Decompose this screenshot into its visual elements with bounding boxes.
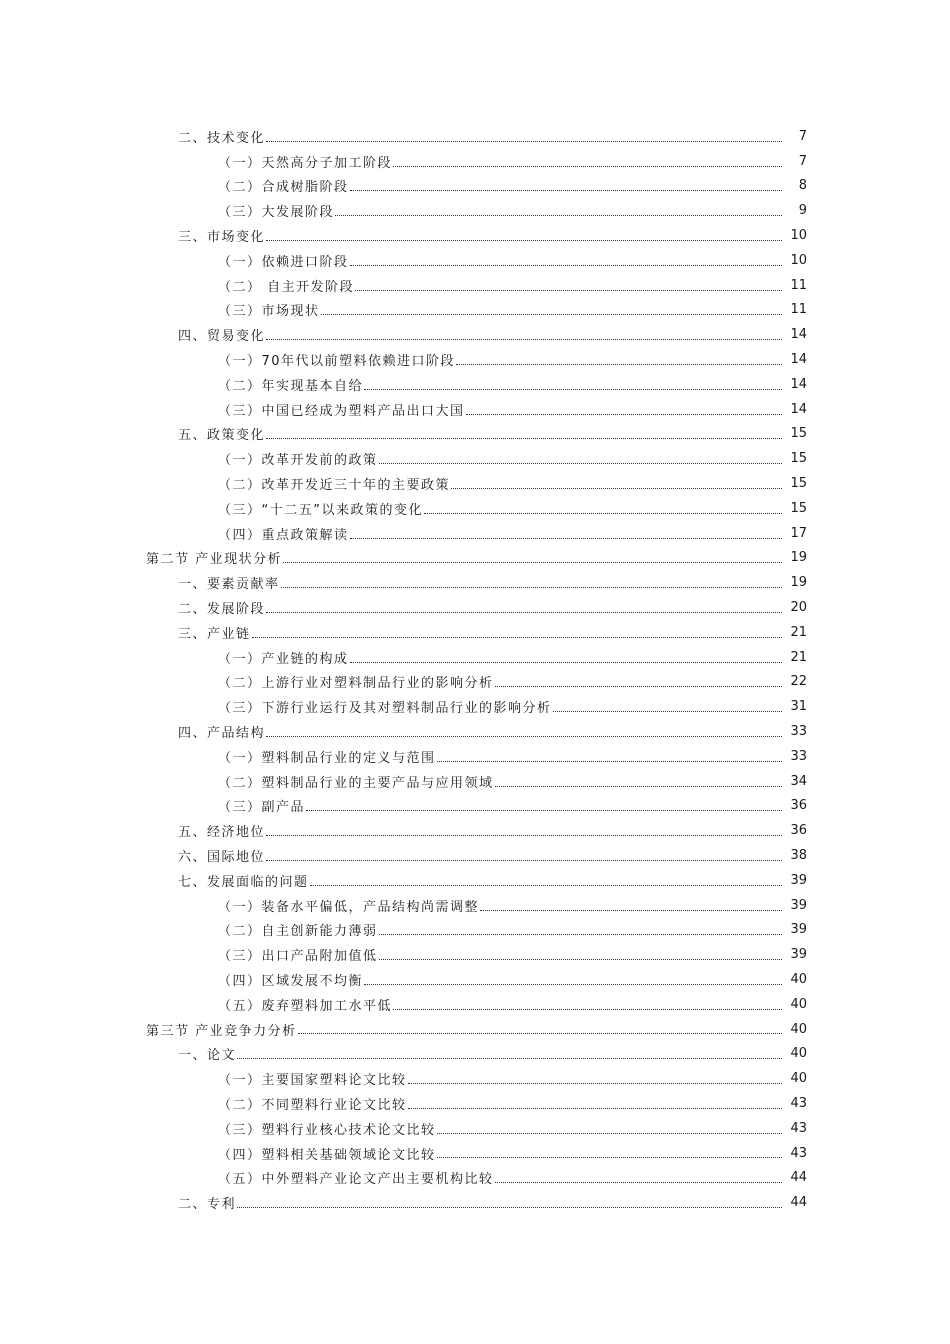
toc-dot-leader [252,636,782,638]
toc-entry-title: 五、经济地位 [178,825,266,841]
toc-entry-title: 二、发展阶段 [178,602,266,618]
toc-page-number: 20 [790,600,807,616]
toc-entry[interactable] [0,149,950,174]
toc-entry-title: 四、产品结构 [178,726,266,742]
toc-page-number: 15 [790,476,807,492]
toc-page-number: 34 [790,773,807,789]
toc-page-number: 33 [790,724,807,740]
toc-dot-leader [379,958,782,960]
toc-entry-title: （二） 自主开发阶段 [218,279,355,295]
toc-entry[interactable] [0,719,950,744]
toc-page-number: 40 [790,996,807,1012]
toc-entry[interactable] [0,868,950,893]
toc-dot-leader [393,1008,782,1010]
toc-entry-title: （四）塑料相关基础领域论文比较 [218,1147,436,1163]
toc-dot-leader [379,462,782,464]
toc-entry[interactable] [0,1116,950,1141]
toc-dot-leader [437,1132,782,1134]
toc-page-number: 21 [790,649,807,665]
toc-dot-leader [237,1206,782,1208]
toc-page-number: 43 [790,1120,807,1136]
toc-page-number: 36 [790,798,807,814]
toc-page-number: 39 [790,947,807,963]
toc-entry[interactable] [0,248,950,273]
toc-entry-title: （三）副产品 [218,800,306,816]
toc-entry[interactable] [0,198,950,223]
toc-entry-title: 一、论文 [178,1048,237,1064]
toc-entry-title: （一）改革开发前的政策 [218,453,378,469]
toc-page-number: 43 [790,1145,807,1161]
toc-dot-leader [408,1107,782,1109]
toc-page-number: 44 [790,1170,807,1186]
toc-entry[interactable] [0,1091,950,1116]
toc-page-number: 40 [790,1021,807,1037]
toc-entry-title: （三）下游行业运行及其对塑料制品行业的影响分析 [218,701,552,717]
toc-dot-leader [266,859,782,861]
toc-page-number: 43 [790,1095,807,1111]
toc-entry[interactable] [0,595,950,620]
toc-dot-leader [364,983,782,985]
toc-dot-leader [266,437,782,439]
toc-dot-leader [266,834,782,836]
toc-page-number: 9 [798,203,807,219]
toc-entry-title: （一）装备水平偏低，产品结构尚需调整 [218,899,480,915]
toc-page-number: 15 [790,451,807,467]
toc-entry-title: 五、政策变化 [178,428,266,444]
toc-entry[interactable] [0,422,950,447]
toc-entry-title: （一）依赖进口阶段 [218,254,349,270]
toc-page-number: 11 [790,302,807,318]
toc-entry[interactable] [0,1041,950,1066]
toc-entry-title: （二）改革开发近三十年的主要政策 [218,478,451,494]
toc-entry[interactable] [0,496,950,521]
toc-entry[interactable] [0,769,950,794]
toc-entry-title: 六、国际地位 [178,850,266,865]
toc-dot-leader [553,710,782,712]
toc-page-number: 21 [790,624,807,640]
toc-dot-leader [350,661,782,663]
toc-entry[interactable] [0,1165,950,1190]
toc-dot-leader [283,561,782,563]
toc-dot-leader [266,140,782,142]
toc-dot-leader [237,1057,782,1059]
table-of-contents [0,124,950,1215]
toc-page-number: 14 [790,376,807,392]
toc-dot-leader [281,586,782,588]
toc-entry[interactable] [0,942,950,967]
toc-dot-leader [266,611,782,613]
toc-entry[interactable] [0,347,950,372]
toc-entry-title: （一）70年代以前塑料依赖进口阶段 [218,354,456,370]
toc-page-number: 11 [790,277,807,293]
toc-entry-title: （一）主要国家塑料论文比较 [218,1073,407,1089]
toc-page-number: 15 [790,426,807,442]
toc-entry[interactable] [0,893,950,918]
toc-dot-leader [424,512,782,514]
toc-dot-leader [451,487,782,489]
toc-page-number: 38 [790,848,807,863]
toc-page-number: 17 [790,525,807,541]
toc-dot-leader [437,760,782,762]
toc-page-number: 19 [790,575,807,591]
toc-dot-leader [364,388,782,390]
toc-dot-leader [466,413,782,415]
toc-dot-leader [437,1156,782,1158]
toc-entry-title: （二）合成树脂阶段 [218,180,349,196]
toc-dot-leader [355,289,782,291]
toc-dot-leader [298,1032,782,1034]
toc-entry[interactable] [0,744,950,769]
toc-entry-title: （五）废弃塑料加工水平低 [218,998,393,1014]
toc-entry-title: （一）塑料制品行业的定义与范围 [218,750,436,766]
toc-entry-title: （二）上游行业对塑料制品行业的影响分析 [218,676,494,692]
toc-entry-title: （一）天然高分子加工阶段 [218,155,393,171]
toc-page-number: 31 [790,699,807,715]
toc-entry[interactable] [0,967,950,992]
toc-dot-leader [306,809,782,811]
toc-page-number: 36 [790,823,807,839]
toc-dot-leader [408,1082,782,1084]
toc-entry-title: （三）“十二五”以来政策的变化 [218,502,423,518]
toc-dot-leader [321,313,782,315]
toc-entry[interactable] [0,570,950,595]
toc-page-number: 39 [790,897,807,913]
toc-dot-leader [310,884,782,886]
toc-entry-title: 第二节 产业现状分析 [146,552,283,568]
toc-dot-leader [335,214,782,216]
toc-entry[interactable] [0,372,950,397]
toc-entry-title: （三）出口产品附加值低 [218,949,378,965]
toc-page-number: 40 [790,1071,807,1087]
toc-page-number: 39 [790,872,807,888]
toc-dot-leader [379,933,782,935]
toc-entry-title: 二、技术变化 [178,130,266,146]
toc-entry-title: （二）自主创新能力薄弱 [218,924,378,940]
toc-page-number: 33 [790,748,807,764]
toc-page-number: 22 [790,674,807,690]
toc-dot-leader [495,1181,782,1183]
toc-entry[interactable] [0,223,950,248]
toc-dot-leader [266,338,782,340]
toc-dot-leader [350,189,782,191]
toc-entry[interactable] [0,124,950,149]
toc-page-number: 40 [790,971,807,987]
toc-entry[interactable] [0,1017,950,1042]
toc-dot-leader [393,165,782,167]
toc-entry-title: 七、发展面临的问题 [178,874,309,890]
toc-page-number: 7 [798,153,807,169]
toc-page-number: 44 [790,1195,807,1211]
toc-page-number: 39 [790,922,807,938]
toc-entry[interactable] [0,918,950,943]
toc-entry[interactable] [0,446,950,471]
toc-entry[interactable] [0,694,950,719]
toc-entry[interactable] [0,992,950,1017]
toc-entry-title: （三）塑料行业核心技术论文比较 [218,1122,436,1138]
toc-entry[interactable] [0,1141,950,1166]
toc-entry[interactable] [0,843,950,868]
toc-entry[interactable] [0,670,950,695]
toc-page-number: 14 [790,401,807,417]
toc-entry-title: （五）中外塑料产业论文产出主要机构比较 [218,1172,494,1188]
toc-entry-title: （二）不同塑料行业论文比较 [218,1097,407,1113]
toc-entry[interactable] [0,174,950,199]
toc-page-number: 7 [798,128,807,144]
toc-page-number: 8 [798,178,807,194]
toc-dot-leader [350,537,782,539]
toc-dot-leader [456,363,782,365]
toc-entry[interactable] [0,298,950,323]
toc-entry-title: （四）重点政策解读 [218,527,349,543]
toc-page-number: 10 [790,252,807,268]
toc-entry-title: 二、专利 [178,1197,237,1213]
toc-page-number: 10 [790,228,807,244]
toc-entry-title: （一）产业链的构成 [218,651,349,667]
toc-entry[interactable] [0,818,950,843]
toc-entry[interactable] [0,1066,950,1091]
toc-page-number: 19 [790,550,807,566]
toc-entry-title: 四、贸易变化 [178,329,266,345]
toc-entry[interactable] [0,521,950,546]
toc-entry-title: （三）中国已经成为塑料产品出口大国 [218,403,465,419]
toc-entry[interactable] [0,620,950,645]
toc-entry[interactable] [0,397,950,422]
toc-entry-title: （三）大发展阶段 [218,205,335,221]
toc-entry[interactable] [0,794,950,819]
toc-entry-title: 第三节 产业竞争力分析 [146,1023,297,1039]
toc-dot-leader [266,239,782,241]
toc-page-number: 14 [790,352,807,368]
toc-entry-title: 一、要素贡献率 [178,577,280,593]
toc-entry[interactable] [0,1190,950,1215]
toc-dot-leader [480,909,782,911]
toc-entry[interactable] [0,471,950,496]
toc-dot-leader [495,685,782,687]
toc-page-number: 14 [790,327,807,343]
toc-page-number: 40 [790,1046,807,1062]
toc-page-number: 15 [790,500,807,516]
toc-entry-title: （二）塑料制品行业的主要产品与应用领域 [218,775,494,791]
toc-entry-title: 三、市场变化 [178,230,266,246]
toc-entry[interactable] [0,645,950,670]
toc-entry-title: （四）区域发展不均衡 [218,973,364,989]
toc-dot-leader [266,735,782,737]
toc-dot-leader [350,264,782,266]
toc-dot-leader [495,785,782,787]
toc-entry[interactable] [0,273,950,298]
toc-entry-title: （二）年实现基本自给 [218,378,364,394]
toc-entry[interactable] [0,322,950,347]
toc-entry-title: 三、产业链 [178,626,251,642]
toc-entry-title: （三）市场现状 [218,304,320,320]
toc-entry[interactable] [0,546,950,571]
